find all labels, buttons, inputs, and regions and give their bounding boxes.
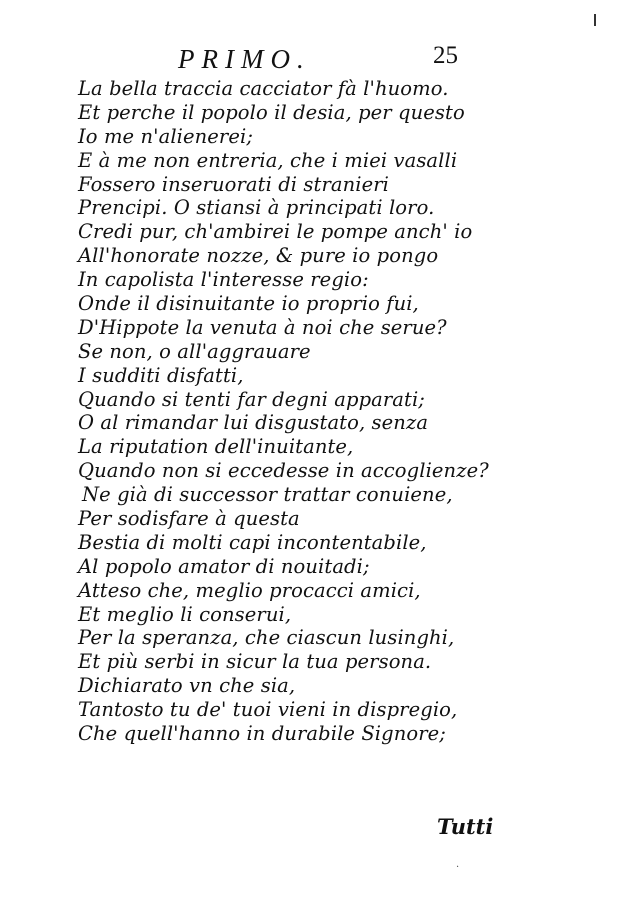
page-number: 25: [433, 42, 458, 69]
verse-line: Per la speranza, che ciascun lusinghi,: [78, 626, 455, 650]
verse-line: Credi pur, ch'ambirei le pompe anch' io: [78, 220, 473, 244]
verse-line: Io me n'alienerei;: [78, 124, 253, 148]
verse-line: Atteso che, meglio procacci amici,: [78, 578, 421, 602]
verse-text: [78, 77, 578, 746]
verse-line: Dichiarato vn che sia,: [78, 674, 296, 698]
verse-line: Tantosto tu de' tuoi vieni in dispregio,: [78, 698, 458, 722]
print-speck: ·: [456, 862, 460, 873]
verse-line: Quando non si eccedesse in accoglienze?: [78, 459, 489, 483]
verse-line: Ne già di successor trattar conuiene,: [82, 483, 453, 507]
verse-line: La bella traccia cacciator fà l'huomo.: [78, 77, 449, 100]
verse-line: All'honorate nozze, & pure io pongo: [78, 244, 439, 268]
verse-line: Prencipi. O stiansi à principati loro.: [78, 196, 435, 220]
running-head: [0, 40, 626, 80]
verse-line: Al popolo amator di nouitadi;: [78, 554, 370, 578]
verse-line: O al rimandar lui disgustato, senza: [78, 411, 429, 435]
verse-line: La riputation dell'inuitante,: [78, 435, 354, 459]
verse-line: Et meglio li conserui,: [78, 602, 292, 626]
catchword: Tutti: [437, 814, 494, 839]
verse-line: Fossero inseruorati di stranieri: [78, 172, 390, 196]
running-title: PRIMO.: [178, 44, 311, 74]
verse-line: Se non, o all'aggrauare: [78, 339, 311, 363]
verse-line: I sudditi disfatti,: [78, 363, 244, 387]
verse-line: Et perche il popolo il desia, per questo: [78, 100, 465, 124]
verse-line: Quando si tenti far degni apparati;: [78, 387, 425, 411]
verse-line: Per sodisfare à questa: [78, 507, 300, 531]
verse-line: Che quell'hanno in durabile Signore;: [78, 722, 446, 746]
verse-line: Onde il disinuitante io proprio fui,: [78, 292, 419, 316]
verse-line: D'Hippote la venuta à noi che serue?: [78, 315, 447, 339]
verse-line: E à me non entreria, che i miei vasalli: [78, 148, 458, 172]
verse-line: In capolista l'interesse regio:: [78, 268, 369, 292]
edge-mark: [594, 14, 596, 26]
verse-line: Bestia di molti capi incontentabile,: [78, 530, 427, 554]
verse-line: Et più serbi in sicur la tua persona.: [78, 650, 432, 674]
